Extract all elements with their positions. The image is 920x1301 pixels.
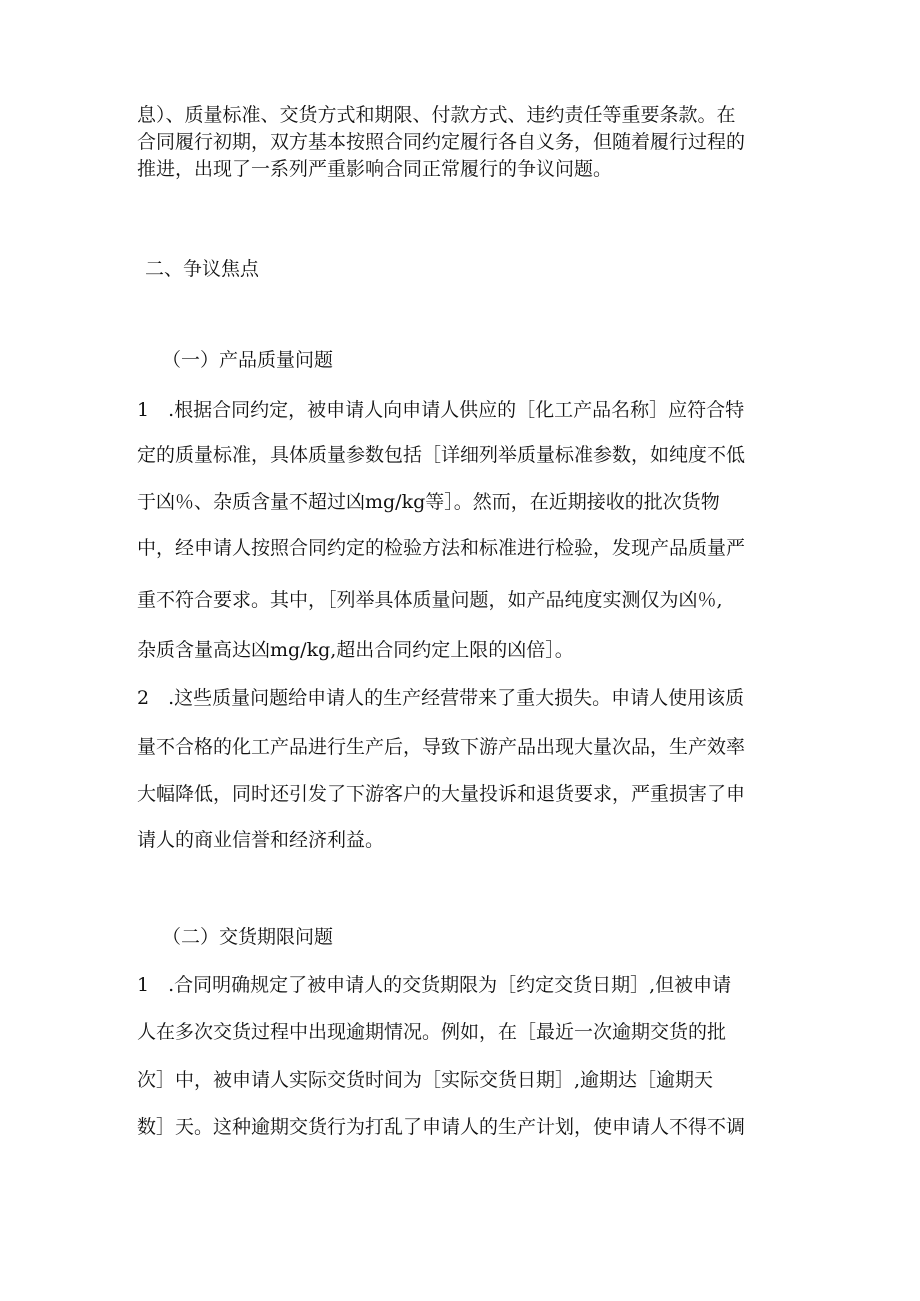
quality-item-2-line-2: 量不合格的化工产品进行生产后，导致下游产品出现大量次品，生产效率: [137, 736, 746, 758]
subsection-title-quality: （一）产品质量问题: [162, 349, 334, 371]
quality-item-1-line-5: 重不符合要求。其中，［列举具体质量问题，如产品纯度实测仅为凶％,: [137, 589, 723, 611]
subsection-title-delivery: （二）交货期限问题: [162, 926, 334, 948]
quality-item-2-line-4: 请人的商业信誉和经济利益。: [137, 829, 385, 851]
intro-line-1: 息）、质量标准、交货方式和期限、付款方式、违约责任等重要条款。在: [137, 104, 736, 126]
quality-item-1-line-3: 于凶％、杂质含量不超过凶mg/kg等］。然而，在近期接收的批次货物: [137, 491, 720, 513]
section-heading: 二、争议焦点: [145, 258, 260, 280]
intro-line-3: 推进，出现了一系列严重影响合同正常履行的争议问题。: [137, 158, 613, 180]
delivery-item-1-line-3: 次］中，被申请人实际交货时间为［实际交货日期］,逾期达［逾期天: [137, 1069, 714, 1091]
quality-item-1-line-2: 定的质量标准，具体质量参数包括［详细列举质量标准参数，如纯度不低: [137, 444, 746, 466]
quality-item-2-line-1: 2 .这些质量问题给申请人的生产经营带来了重大损失。申请人使用该质: [137, 687, 745, 709]
intro-line-2: 合同履行初期，双方基本按照合同约定履行各自义务，但随着履行过程的: [137, 131, 746, 153]
quality-item-1-line-1: 1 .根据合同约定，被申请人向申请人供应的［化工产品名称］应符合特: [137, 399, 745, 421]
quality-item-2-line-3: 大幅降低，同时还引发了下游客户的大量投诉和退货要求，严重损害了申: [137, 783, 746, 805]
quality-item-1-line-6: 杂质含量高达凶mg/kg,超出合同约定上限的凶倍］。: [137, 639, 574, 661]
delivery-item-1-line-4: 数］天。这种逾期交货行为打乱了申请人的生产计划，使申请人不得不调: [137, 1116, 746, 1138]
delivery-item-1-line-1: 1 .合同明确规定了被申请人的交货期限为［约定交货日期］,但被申请: [137, 974, 732, 996]
quality-item-1-line-4: 中，经申请人按照合同约定的检验方法和标准进行检验，发现产品质量严: [137, 537, 746, 559]
delivery-item-1-line-2: 人在多次交货过程中出现逾期情况。例如，在［最近一次逾期交货的批: [137, 1021, 727, 1043]
